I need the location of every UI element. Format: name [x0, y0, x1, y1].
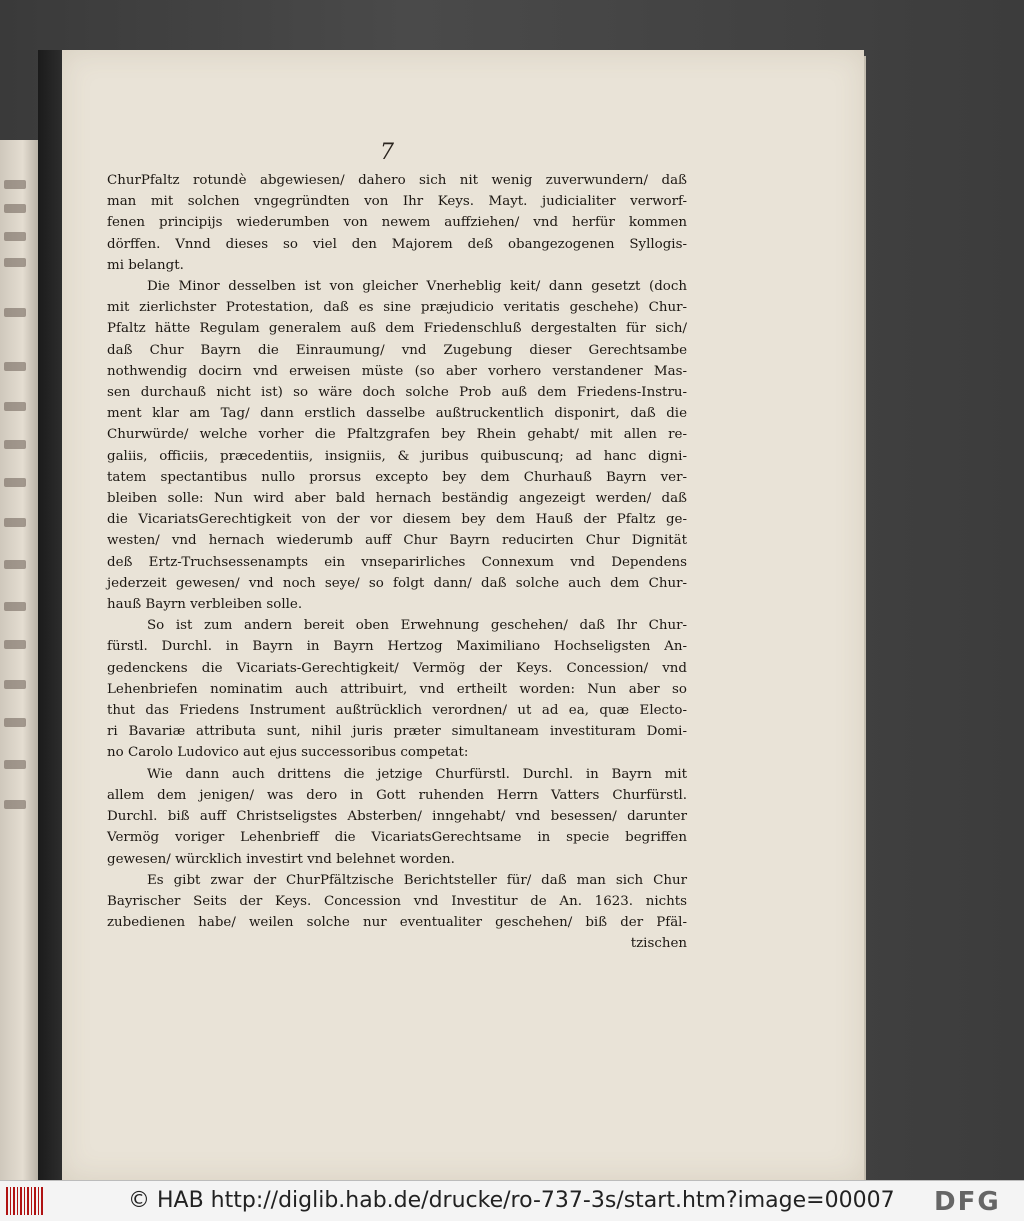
- text-line: zubedienen habe/ weilen solche nur eventualiter geschehen/ biß der Pfäl-: [107, 915, 687, 931]
- text-line: Wie dann auch drittens die jetzige Churfürstl. Durchl. in Bayrn mit: [147, 766, 687, 782]
- text-line: Lehenbriefen nominatim auch attribuirt, vnd ertheilt worden: Nun aber so: [107, 681, 687, 697]
- text-line: ment klar am Tag/ dann erstlich dasselbe außtruckentlich disponirt, daß die: [107, 406, 687, 422]
- text-line: fürstl. Durchl. in Bayrn in Bayrn Hertzog Maximiliano Hochseligsten An-: [107, 639, 687, 655]
- text-line: nothwendig docirn vnd erweisen müste (so aber vorhero verstandener Mas-: [107, 363, 687, 379]
- catchword: tzischen: [630, 936, 687, 952]
- text-line: hauß Bayrn verbleiben solle.: [107, 597, 303, 613]
- text-line: Es gibt zwar der ChurPfältzische Berichtsteller für/ daß man sich Chur: [147, 872, 687, 888]
- text-line: bleiben solle: Nun wird aber bald hernach beständig angezeigt werden/ daß: [107, 491, 687, 507]
- text-line: mi belangt.: [107, 257, 184, 273]
- text-line: Churwürde/ welche vorher die Pfaltzgrafen bey Rhein gehabt/ mit allen re-: [107, 427, 687, 443]
- text-line: jederzeit gewesen/ vnd noch seye/ so folgt dann/ daß solche auch dem Chur-: [107, 575, 687, 591]
- footer-bar: [0, 1180, 1024, 1221]
- text-line: thut das Friedens Instrument außtrücklich verordnen/ ut ad ea, quæ Electo-: [107, 703, 687, 719]
- text-line: Vermög voriger Lehenbrieff die VicariatsGerechtsame in specie begriffen: [107, 830, 687, 846]
- text-line: die VicariatsGerechtigkeit von der vor diesem bey dem Hauß der Pfaltz ge-: [107, 512, 687, 528]
- dfg-logo: DFG: [934, 1187, 1001, 1217]
- text-line: Pfaltz hätte Regulam generalem auß dem Friedenschluß dergestalten für sich/: [107, 321, 687, 337]
- text-line: tatem spectantibus nullo prorsus excepto bey dem Churhauß Bayrn ver-: [107, 469, 687, 485]
- text-line: Bayrischer Seits der Keys. Concession vnd Investitur de An. 1623. nichts: [107, 893, 687, 909]
- page-number: 7: [380, 140, 394, 165]
- text-line: dörffen. Vnnd dieses so viel den Majorem deß obangezogenen Syllogis-: [107, 236, 687, 252]
- page-text: [107, 170, 687, 955]
- text-line: allem dem jenigen/ was dero in Gott ruhenden Herrn Vatters Churfürstl.: [107, 787, 687, 803]
- text-line: fenen principijs wiederumben von newem auffziehen/ vnd herfür kommen: [107, 215, 687, 231]
- binding-shadow: [38, 50, 64, 1180]
- text-line: man mit solchen vngegründten von Ihr Keys. Mayt. judicialiter verworf-: [107, 194, 687, 210]
- hab-logo-icon: [6, 1187, 44, 1215]
- text-line: sen durchauß nicht ist) so wäre doch solche Prob auß dem Friedens-Instru-: [107, 385, 687, 401]
- text-line: galiis, officiis, præcedentiis, insigniis, & juribus quibuscunq; ad hanc digni-: [107, 448, 687, 464]
- text-line: gewesen/ würcklich investirt vnd belehnet worden.: [107, 851, 455, 867]
- text-line: So ist zum andern bereit oben Erwehnung geschehen/ daß Ihr Chur-: [147, 618, 687, 634]
- text-line: no Carolo Ludovico aut ejus successoribus competat:: [107, 745, 469, 761]
- text-line: ri Bavariæ attributa sunt, nihil juris præter simultaneam investituram Domi-: [107, 724, 687, 740]
- text-line: deß Ertz-Truchsessenampts ein vnseparirliches Connexum vnd Dependens: [107, 554, 687, 570]
- text-line: daß Chur Bayrn die Einraumung/ vnd Zugebung dieser Gerechtsambe: [107, 342, 687, 358]
- previous-page-edge: [0, 140, 38, 1180]
- text-line: mit zierlichster Protestation, daß es sine præjudicio veritatis geschehe) Chur-: [107, 300, 687, 316]
- text-line: Durchl. biß auff Christseligstes Absterben/ inngehabt/ vnd besessen/ darunter: [107, 809, 687, 825]
- source-credit: © HAB http://diglib.hab.de/drucke/ro-737-3s/start.htm?image=00007: [128, 1188, 895, 1213]
- text-line: Die Minor desselben ist von gleicher Vnerheblig keit/ dann gesetzt (doch: [147, 279, 687, 295]
- text-line: westen/ vnd hernach wiederumb auff Chur Bayrn reducirten Chur Dignität: [107, 533, 687, 549]
- text-line: gedenckens die Vicariats-Gerechtigkeit/ Vermög der Keys. Concession/ vnd: [107, 660, 687, 676]
- text-line: ChurPfaltz rotundè abgewiesen/ dahero sich nit wenig zuverwundern/ daß: [107, 173, 687, 188]
